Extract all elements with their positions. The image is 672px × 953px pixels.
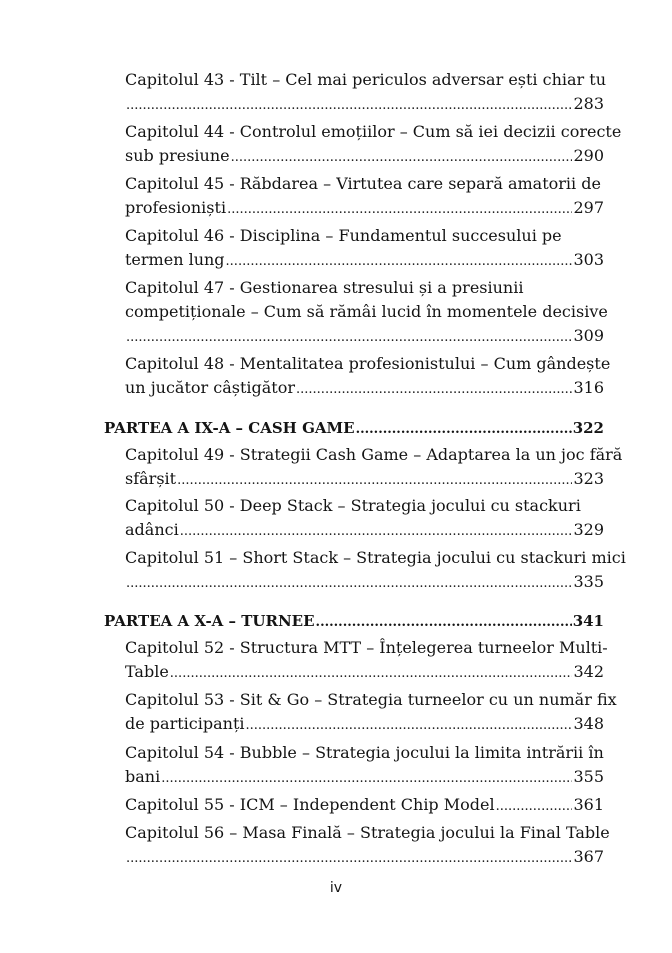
leader-dots [126,326,572,350]
toc-entry [125,793,604,817]
toc-entry [125,688,617,736]
entry-title: Capitolul 44 - Controlul emoțiilor – Cum să iei decizii corecte [125,122,622,141]
leader-dots [496,795,573,819]
leader-dots [170,662,573,686]
page-number: 323 [573,469,604,488]
toc-entry [125,224,604,272]
page-number: 361 [573,795,604,814]
leader-dots [177,469,572,493]
entry-title-cont: sfârșit [125,469,177,488]
entry-title: Capitolul 55 - ICM – Independent Chip Model [125,795,495,814]
toc-entry [125,636,608,684]
leader-dots [226,250,573,274]
toc-entry [125,68,607,116]
entry-title-cont: un jucător câștigător [125,378,296,397]
entry-title: Capitolul 47 - Gestionarea stresului și a presiunii [125,278,524,297]
leader-dots [227,198,572,222]
leader-dots [296,378,572,402]
toc-entry [125,276,608,348]
entry-title: Capitolul 48 - Mentalitatea profesionistului – Cum gândește [125,354,611,373]
page-number: 367 [573,847,604,866]
entry-title: Capitolul 53 - Sit & Go – Strategia turneelor cu un număr fix [125,690,617,709]
entry-title: Capitolul 49 - Strategii Cash Game – Adaptarea la un joc fără [125,445,623,464]
toc-entry [125,494,604,542]
page-number: 329 [573,520,604,539]
leader-dots [180,520,573,544]
entry-title: Capitolul 51 – Short Stack – Strategia jocului cu stackuri mici [125,548,626,567]
entry-title-cont: termen lung [125,250,225,269]
page-number: 316 [573,378,604,397]
part-title: PARTEA A IX-A – CASH GAME [104,419,355,437]
page-number: 297 [573,198,604,217]
page-number: 355 [573,767,604,786]
page-number: 290 [573,146,604,165]
entry-title: Capitolul 50 - Deep Stack – Strategia jocului cu stackuri [125,496,581,515]
toc-part-heading [104,416,604,440]
toc-entry [125,546,626,594]
toc-entry [125,741,604,789]
leader-dots [245,714,572,738]
entry-title-cont: competiționale – Cum să rămâi lucid în momentele decisive [125,302,608,321]
part-title: PARTEA A X-A – TURNEE [104,612,315,630]
page-folio: iv [329,880,343,896]
entry-title: Capitolul 45 - Răbdarea – Virtutea care separă amatorii de [125,174,601,193]
page-number: 322 [572,419,604,437]
entry-title-cont: sub presiune [125,146,230,165]
entry-title-cont: profesioniști [125,198,227,217]
entry-title: Capitolul 43 - Tilt – Cel mai periculos adversar ești chiar tu [125,70,607,89]
leader-dots [316,611,572,635]
toc-entry [125,172,604,220]
leader-dots [126,94,572,118]
page-number: 342 [573,662,604,681]
page-number: 283 [573,94,604,113]
entry-title-cont: Table [125,662,169,681]
toc-part-heading [104,609,604,633]
toc-entry [125,443,623,491]
page-number: 348 [573,714,604,733]
entry-title-cont: bani [125,767,161,786]
leader-dots [161,767,572,791]
entry-title-cont: de participanți [125,714,245,733]
page-number: 303 [573,250,604,269]
toc-entry [125,352,611,400]
entry-title-cont: adânci [125,520,179,539]
page-number: 335 [573,572,604,591]
page-number: 309 [573,326,604,345]
page-number: 341 [572,612,604,630]
leader-dots [126,572,572,596]
leader-dots [356,418,572,442]
toc-entry [125,120,622,168]
entry-title: Capitolul 56 – Masa Finală – Strategia jocului la Final Table [125,823,610,842]
entry-title: Capitolul 52 - Structura MTT – Înțelegerea turneelor Multi- [125,638,608,657]
leader-dots [231,146,573,170]
toc-entry [125,821,610,869]
leader-dots [126,847,572,871]
entry-title: Capitolul 46 - Disciplina – Fundamentul succesului pe [125,226,562,245]
entry-title: Capitolul 54 - Bubble – Strategia jocului la limita intrării în [125,743,604,762]
